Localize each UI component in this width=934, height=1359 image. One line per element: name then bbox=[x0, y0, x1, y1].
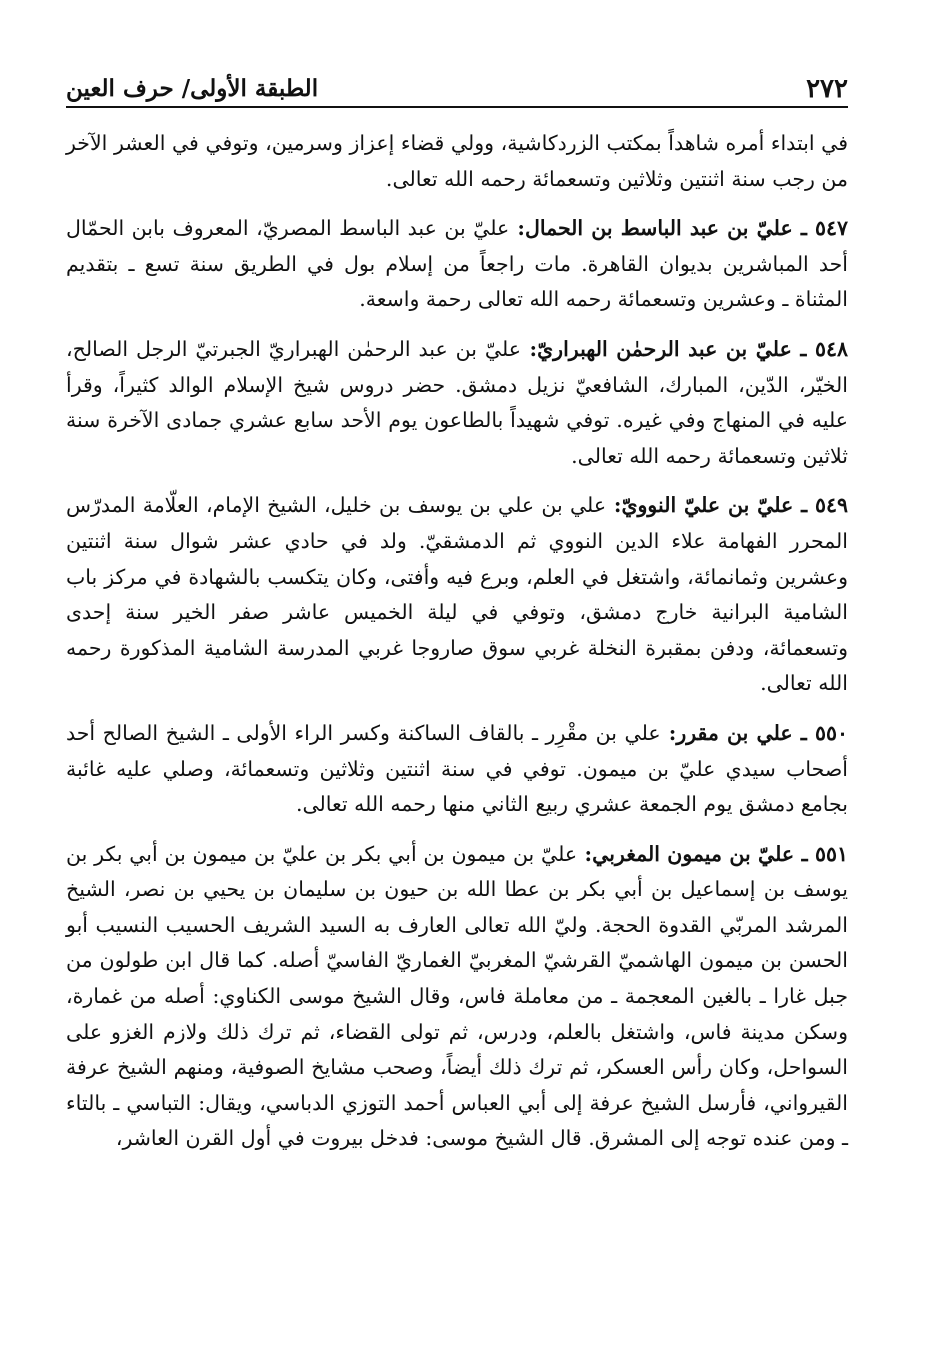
entry-550 bbox=[66, 716, 848, 823]
entry-549 bbox=[66, 488, 848, 702]
entry-text: علي بن علي بن يوسف بن خليل، الشيخ الإمام، العلّامة المدرّس المحرر الفهامة علاء الدين النووي ثم الدمشقيّ. ولد في حادي عشر شوال سنة اثنتين وعشرين وثمانمائة، واشتغل في العلم، وبرع فيه وأفتى، وكان يتكسب بالشهادة في مركز باب الشامية البرانية خارج دمشق، وتوفي في ليلة الخميس عاشر صفر الخير سنة إحدى وتسعمائة، ودفن بمقبرة النخلة غربي سوق صاروجا غربي المدرسة الشامية المذكورة رحمه الله تعالى. bbox=[66, 493, 848, 696]
entry-text: عليّ بن ميمون بن أبي بكر بن عليّ بن ميمون بن أبي بكر بن يوسف بن إسماعيل بن أبي بكر بن عطا الله بن حيون بن سليمان بن يحيي بن نصر، الشيخ المرشد المربّي القدوة الحجة. وليّ الله تعالى العارف به السيد الشريف الحسيب النسيب أبو الحسن بن ميمون الهاشميّ القرشيّ المغربيّ الغماريّ الفاسيّ أصله. كما قال ابن طولون من جبل غارا ـ بالغين المعجمة ـ من معاملة فاس، وقال الشيخ موسى الكناوي: أصله من غمارة، وسكن مدينة فاس، واشتغل بالعلم، ودرس، ثم تولى القضاء، ثم ترك ذلك ولازم الغزو على السواحل، وكان رأس العسكر، ثم ترك ذلك أيضاً، وصحب مشايخ الصوفية، ومنهم الشيخ عرفة القيرواني، فأرسل الشيخ عرفة إلى أبي العباس أحمد التوزي الدباسي، ويقال: التباسي ـ بالتاء ـ ومن عنده توجه إلى المشرق. قال الشيخ موسى: فدخل بيروت في أول القرن العاشر، bbox=[66, 841, 848, 1151]
paragraph-continuation bbox=[66, 126, 848, 197]
entry-name: عليّ بن عبد الرحمٰن الهبراريّ: bbox=[521, 336, 792, 361]
entry-name: عليّ بن ميمون المغربي: bbox=[577, 841, 795, 866]
entry-548 bbox=[66, 332, 848, 474]
book-page bbox=[66, 60, 848, 1157]
entry-number: ٥٥١ ـ bbox=[794, 841, 849, 866]
entry-number: ٥٤٩ ـ bbox=[793, 493, 848, 518]
page-header bbox=[66, 60, 848, 108]
entry-text: عليّ بن عبد الباسط المصريّ، المعروف بابن الحمّال أحد المباشرين بديوان القاهرة. مات راجعاً من إسلام بول في الطريق سنة تسع ـ بتقديم المثناة ـ وعشرين وتسعمائة رحمه الله تعالى رحمة واسعة. bbox=[66, 216, 848, 312]
paragraph-text: في ابتداء أمره شاهداً بمكتب الزردكاشية، وولي قضاء إعزاز وسرمين، وتوفي في العشر الآخر من رجب سنة اثنتين وثلاثين وتسعمائة رحمه الله تعالى. bbox=[66, 131, 848, 191]
running-title: الطبقة الأولى/ حرف العين bbox=[66, 75, 319, 102]
page-number: ٢٧٢ bbox=[806, 74, 848, 104]
entry-name: علي بن مقرر: bbox=[660, 720, 793, 745]
body-text bbox=[66, 126, 848, 1157]
entry-name: عليّ بن عبد الباسط بن الحمال: bbox=[509, 216, 793, 241]
entry-text: عليّ بن عبد الرحمٰن الهبراريّ الجبرتيّ الرجل الصالح، الخيّر، الدّين، المبارك، الشافعيّ نزيل دمشق. حضر دروس شيخ الإسلام الوالد كثيراً، وقرأ عليه في المنهاج وفي غيره. توفي شهيداً بالطاعون يوم الأحد سابع عشري جمادى الآخرة سنة ثلاثين وتسعمائة رحمه الله تعالى. bbox=[66, 336, 848, 468]
entry-number: ٥٥٠ ـ bbox=[792, 720, 848, 745]
entry-number: ٥٤٨ ـ bbox=[791, 336, 848, 361]
entry-name: عليّ بن عليّ النوويّ: bbox=[606, 493, 794, 518]
entry-number: ٥٤٧ ـ bbox=[792, 216, 848, 241]
entry-text: علي بن مقْرِر ـ بالقاف الساكنة وكسر الراء الأولى ـ الشيخ الصالح أحد أصحاب سيدي عليّ بن ميمون. توفي في سنة اثنتين وثلاثين وتسعمائة، وصلي عليه غائبة بجامع دمشق يوم الجمعة عشري ربيع الثاني منها رحمه الله تعالى. bbox=[66, 720, 848, 817]
entry-551 bbox=[66, 837, 848, 1157]
entry-547 bbox=[66, 211, 848, 318]
